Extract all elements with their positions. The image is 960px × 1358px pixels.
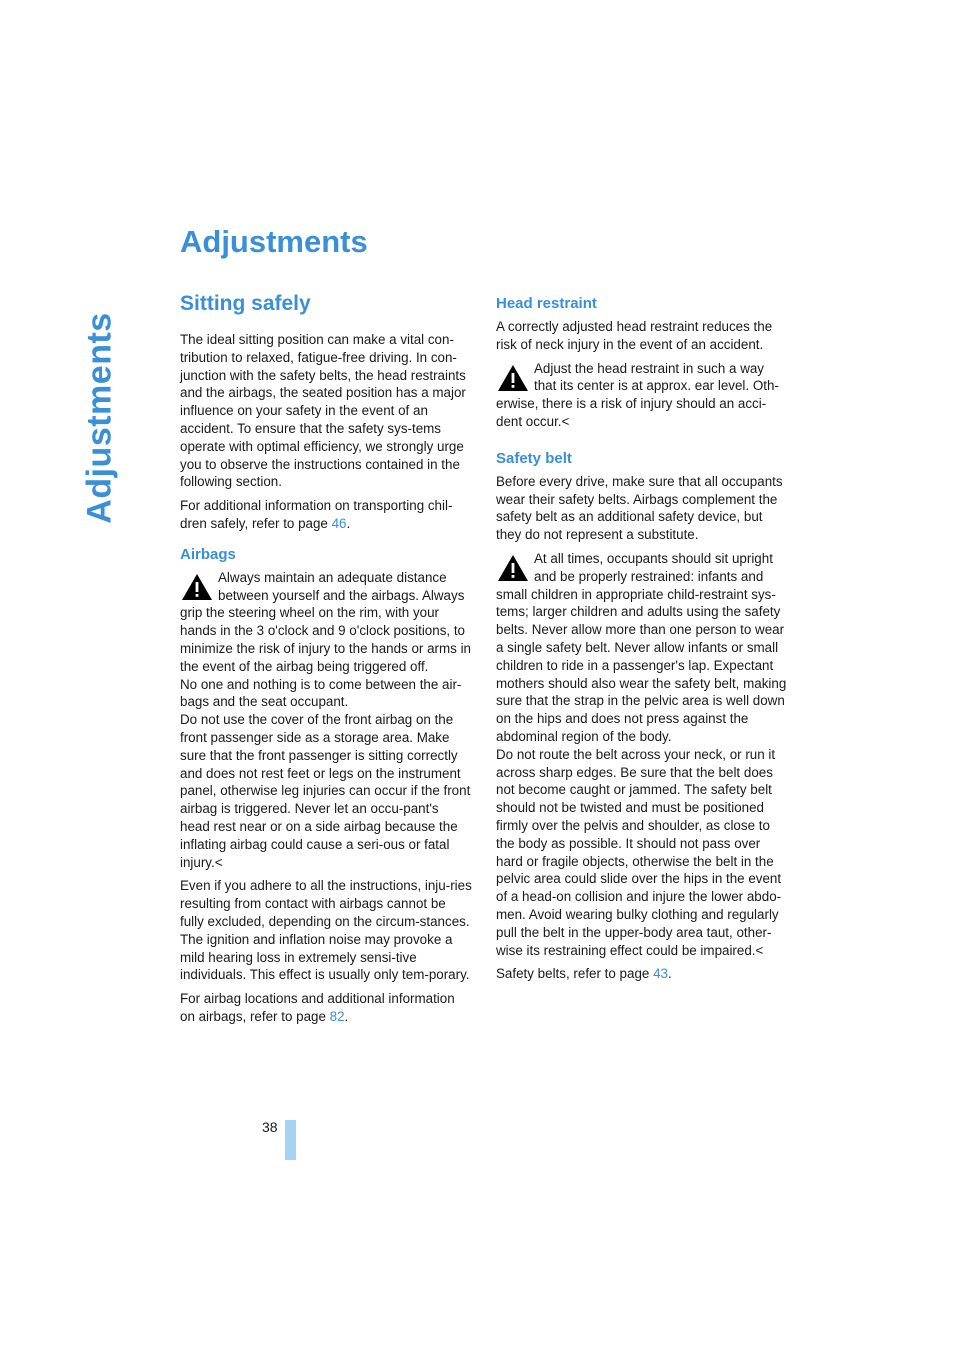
paragraph: Before every drive, make sure that all occupants wear their safety belts. Airbags complement the safety belt as an additional safety device, but they do not represent a substitute. [496,473,783,543]
paragraph-with-link [180,990,472,1026]
warning-text: Adjust the head restraint in such a way that its center is at approx. ear level. Oth-erwise, there is a risk of injury should an acci-dent occur.< [496,360,779,429]
paragraph-text: . [346,515,351,531]
warning-block-head-restraint [496,360,788,431]
warning-text: At all times, occupants should sit upright and be properly restrained: infants and small children in appropriate child-restraint sys-tems; larger children and adults using the safety belts. Never allow more than one person to wear a single safety belt. Never allow infants or small children to ride in a passenger's lap. Expectant mothers should also wear the safety belt, making sure that the strap in the pelvic area is well down on the hips and does not press against the abdominal region of the body. [496,550,787,744]
end-mark: < [561,413,570,429]
warning-block-safety-belt [496,550,788,959]
page-link-82[interactable]: 82 [329,1008,345,1024]
subheading-safety-belt: Safety belt [496,449,572,467]
paragraph-text: . [344,1008,349,1024]
subheading-head-restraint: Head restraint [496,295,597,312]
warning-text: Do not use the cover of the front airbag on the front passenger side as a storage area. Make sure that the front passenger is sitting correctly and does not rest feet or legs on the instrument panel, otherwise leg injuries can occur if the front airbag is triggered. Never let an occu-pant's head rest near or on a side airbag because the inflating airbag could cause a seri-ous or fatal injury.< [180,712,471,870]
page-number: 38 [262,1119,278,1135]
warning-triangle-icon [496,553,530,583]
paragraph-text: For additional information on transporting chil-dren safely, refer to page [180,498,453,531]
subheading-airbags: Airbags [180,545,236,563]
section-heading-sitting-safely: Sitting safely [180,292,311,315]
page-link-43[interactable]: 43 [653,966,668,982]
end-mark: < [755,942,764,958]
paragraph-text: . [667,966,672,982]
paragraph-text: For airbag locations and additional information on airbags, refer to page [180,991,455,1024]
page-marker-bar [285,1120,296,1160]
right-column [496,294,788,983]
warning-text: Always maintain an adequate distance between yourself and the airbags. Always grip the steering wheel on the rim, with your hands in the 3 o'clock and 9 o'clock positions, to minimize the risk of injury to the hands or arms in the event of the airbag being triggered off. [180,569,471,674]
page-title: Adjustments [180,224,368,259]
sidebar-chapter-title: Adjustments [80,312,119,524]
paragraph-with-link [496,965,788,983]
paragraph: Even if you adhere to all the instructions, inju-ries resulting from contact with airbags cannot be fully excluded, depending on the circum-stances. The ignition and inflation noise may provoke a mild hearing loss in extremely sensi-tive individuals. This effect is usually only tem-porary. [180,878,472,983]
warning-block-airbags [180,569,472,872]
left-column [180,291,472,1026]
page-link-46[interactable]: 46 [331,515,347,531]
paragraph-text: Safety belts, refer to page [496,966,654,982]
paragraph: The ideal sitting position can make a vital con-tribution to relaxed, fatigue-free driving. In con-junction with the safety belts, the head restraints and the airbags, the seated position has a major influence on your safety in the event of an accident. To ensure that the safety sys-tems operate with optimal efficiency, we strongly urge you to observe the instructions contained in the following section. [180,332,466,490]
end-mark: < [214,854,223,870]
warning-text: Do not route the belt across your neck, or run it across sharp edges. Be sure that the belt does not become caught or jammed. The safety belt should not be twisted and must be positioned firmly over the pelvis and shoulder, as close to the body as possible. It should not pass over hard or fragile objects, otherwise the belt in the pelvic area could slide over the hips in the event of a head-on collision and injure the lower abdo-men. Avoid wearing bulky clothing and regularly pull the belt in the upper-body area taut, other-wise its restraining effect could be impaired.< [496,746,782,958]
warning-triangle-icon [180,572,214,602]
paragraph-with-link [180,497,472,533]
warning-text: No one and nothing is to come between the air-bags and the seat occupant. [180,676,462,710]
paragraph: A correctly adjusted head restraint reduces the risk of neck injury in the event of an accident. [496,319,773,352]
warning-triangle-icon [496,363,530,393]
